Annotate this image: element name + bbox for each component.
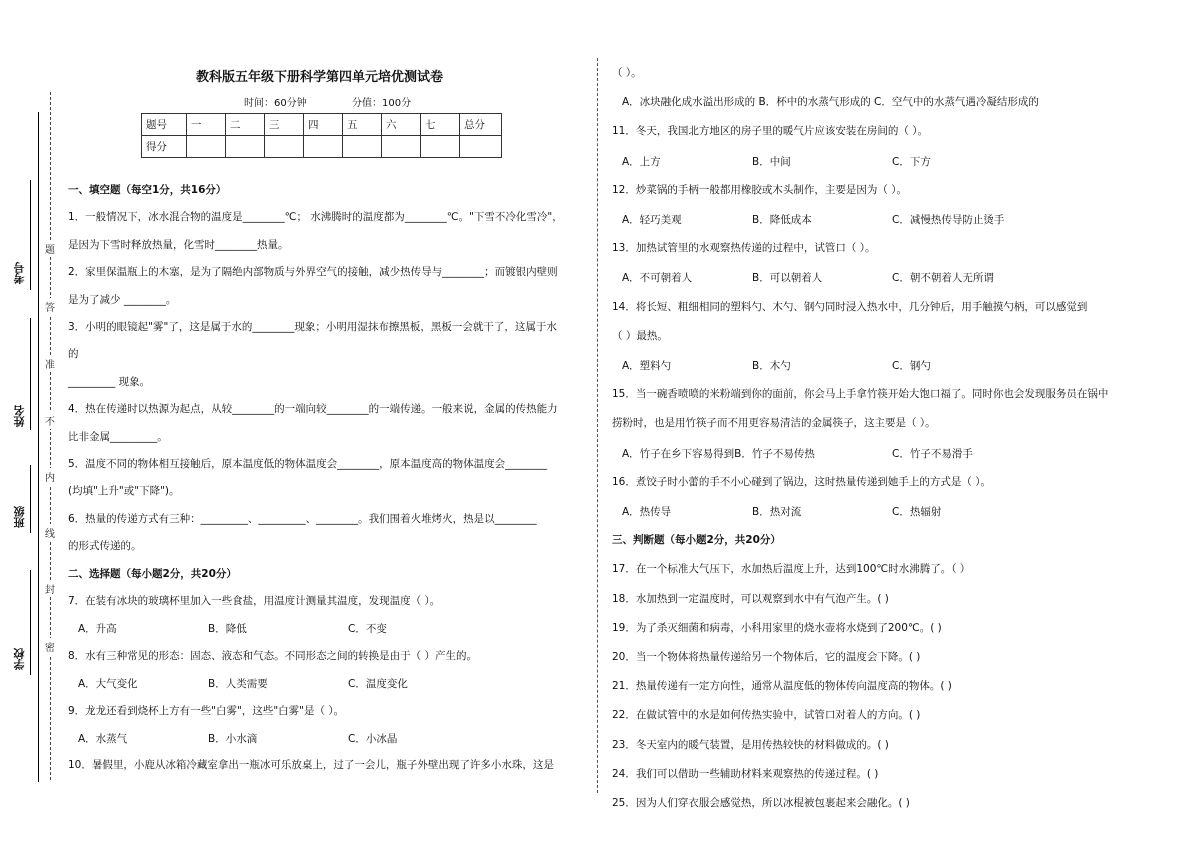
question-line: 20．当一个物体将热量传递给另一个物体后，它的温度会下降。( )	[612, 651, 921, 663]
question-line: （ ）最热。	[612, 329, 668, 342]
question-line: 15．当一碗香喷喷的米粉端到你的面前，你会马上手拿竹筷开始大饱口福了。同时你也会发现服务员在锅中	[612, 388, 1109, 401]
score-header-cell: 四	[304, 114, 343, 136]
question-line: 是因为下雪时释放热量，化雪时________热量。	[68, 238, 289, 251]
score-header-cell: 题号	[142, 114, 187, 136]
answer-option[interactable]: A．热传导	[622, 506, 672, 518]
answer-option[interactable]: C．不变	[348, 623, 387, 636]
question-line: 3．小明的眼镜起"雾"了，这是属于水的________现象；小明用湿抹布擦黑板，黑板一会就干了，这属于水	[68, 321, 557, 333]
score-cell[interactable]	[460, 136, 502, 158]
answer-option[interactable]: B．中间	[752, 155, 791, 168]
question-line: 21．热量传递有一定方向性，通常从温度低的物体传向温度高的物体。( )	[612, 680, 952, 693]
field-line-banji[interactable]	[30, 465, 31, 533]
question-line: 23．冬天室内的暖气装置，是用传热较快的材料做成的。( )	[612, 738, 889, 751]
question-line: 19．为了杀灭细菌和病毒，小科用家里的烧水壶将水烧到了200℃。( )	[612, 621, 942, 634]
score-cell[interactable]	[343, 136, 382, 158]
field-label-xuexiao: 学校	[13, 648, 26, 670]
question-line: （ ）。	[612, 67, 642, 79]
answer-option[interactable]: A．水蒸气	[78, 733, 128, 745]
question-line: 的形式传递的。	[68, 540, 142, 553]
seal-char: 题	[45, 240, 55, 257]
question-line: 9．龙龙还看到烧杯上方有一些"白雾"，这些"白雾"是（ ）。	[68, 704, 345, 717]
answer-option[interactable]: C．竹子不易滑手	[892, 447, 973, 460]
seal-line-outer	[38, 112, 39, 782]
score-table-score-row	[142, 136, 502, 158]
field-label-kaohao: 考号	[13, 262, 26, 284]
question-line: 5．温度不同的物体相互接触后，原本温度低的物体温度会________，原本温度高的物体温度会________	[68, 458, 548, 470]
question-line: 1．一般情况下，冰水混合物的温度是________℃； 水沸腾时的温度都为________℃。"下雪不冷化雪冷"，	[68, 211, 563, 224]
question-line: 11．冬天，我国北方地区的房子里的暖气片应该安装在房间的（ ）。	[612, 125, 928, 138]
answer-option[interactable]: B．可以朝着人	[752, 272, 823, 285]
question-line: (均填"上升"或"下降")。	[68, 485, 180, 498]
score-row-label: 得分	[142, 136, 187, 158]
seal-char: 线	[45, 524, 55, 541]
answer-option[interactable]: B．木勺	[752, 360, 791, 372]
answer-option[interactable]: C．减慢热传导防止烫手	[892, 214, 1005, 226]
answer-option[interactable]: B．降低成本	[752, 214, 812, 226]
seal-char: 答	[45, 298, 55, 315]
seal-char: 内	[45, 468, 55, 485]
answer-option[interactable]: C．热辐射	[892, 506, 942, 518]
score-cell[interactable]	[265, 136, 304, 158]
question-line: 8．水有三种常见的形态：固态、液态和气态。不同形态之间的转换是由于（ ）产生的。	[68, 649, 478, 662]
field-label-xingming: 姓名	[13, 405, 26, 427]
question-line: 的	[68, 348, 79, 361]
seal-char: 封	[45, 580, 55, 597]
score-cell[interactable]	[382, 136, 421, 158]
question-line: 12．炒菜锅的手柄一般都用橡胶或木头制作，主要是因为（ ）。	[612, 183, 907, 196]
score-cell[interactable]	[226, 136, 265, 158]
question-line: 25．因为人们穿衣服会感觉热，所以冰棍被包裹起来会融化。( )	[612, 797, 910, 809]
answer-option[interactable]: C．钢勺	[892, 360, 931, 372]
answer-option[interactable]: A．轻巧美观	[622, 214, 682, 226]
field-label-banji: 班级	[13, 506, 26, 528]
score-cell[interactable]	[187, 136, 226, 158]
score-header-cell: 一	[187, 114, 226, 136]
question-line: 7．在装有冰块的玻璃杯里加入一些食盐，用温度计测量其温度，发现温度（ ）。	[68, 595, 441, 607]
field-line-xuexiao[interactable]	[30, 570, 31, 675]
exam-time: 时间：60分钟	[244, 98, 307, 109]
score-header-cell: 五	[343, 114, 382, 136]
question-line: 22．在做试管中的水是如何传热实验中，试管口对着人的方向。( )	[612, 709, 921, 722]
section-heading: 一、填空题（每空1分，共16分）	[68, 184, 227, 196]
question-line: 10．暑假里，小鹿从冰箱冷藏室拿出一瓶冰可乐放桌上，过了一会儿，瓶子外壁出现了许多小水珠，这是	[68, 759, 554, 772]
answer-option[interactable]: A．上方	[622, 155, 661, 168]
answer-option[interactable]: B．降低	[208, 623, 247, 636]
answer-option[interactable]: B．人类需要	[208, 678, 268, 691]
answer-option[interactable]: A．塑料勺	[622, 360, 672, 372]
question-line: _________ 现象。	[68, 375, 151, 388]
answer-options-line[interactable]: A．冰块融化成水溢出形成的 B．杯中的水蒸气形成的 C．空气中的水蒸气遇冷凝结形成的	[622, 96, 1039, 109]
answer-option[interactable]: C．小冰晶	[348, 733, 398, 745]
score-header-cell: 七	[421, 114, 460, 136]
question-line: 6．热量的传递方式有三种：_________、_________、________。我们围着火堆烤火，热是以________	[68, 512, 537, 525]
question-line: 捞粉时，也是用竹筷子而不用更容易清洁的金属筷子，这主要是（ ）。	[612, 417, 936, 430]
question-line: 是为了减少 ________。	[68, 293, 177, 306]
score-table	[141, 113, 502, 158]
exam-total-score: 分值：100分	[352, 98, 412, 109]
question-line: 2．家里保温瓶上的木塞，是为了隔绝内部物质与外界空气的接触，减少热传导与________；而镀银内壁则	[68, 266, 558, 279]
score-cell[interactable]	[421, 136, 460, 158]
answer-option[interactable]: B．小水滴	[208, 733, 258, 745]
answer-option[interactable]: C．下方	[892, 155, 931, 168]
answer-option[interactable]: B．热对流	[752, 506, 802, 518]
question-line: 16．煮饺子时小蕾的手不小心碰到了锅边，这时热量传递到她手上的方式是（ ）。	[612, 475, 991, 488]
score-header-cell: 总分	[460, 114, 502, 136]
score-header-cell: 六	[382, 114, 421, 136]
section-heading: 二、选择题（每小题2分，共20分）	[68, 567, 237, 580]
question-line: 4．热在传递时以热源为起点，从较________的一端向较________的一端传递。一般来说，金属的传热能力	[68, 403, 558, 416]
answer-option[interactable]: C．朝不朝着人无所谓	[892, 272, 994, 285]
field-line-xingming[interactable]	[30, 318, 31, 430]
question-line: 17．在一个标准大气压下，水加热后温度上升，达到100℃时水沸腾了。（ ）	[612, 563, 971, 576]
question-line: 24．我们可以借助一些辅助材料来观察热的传递过程。( )	[612, 767, 879, 780]
score-table-header-row	[142, 114, 502, 136]
question-line: 18．水加热到一定温度时，可以观察到水中有气泡产生。( )	[612, 592, 889, 605]
question-line: 13．加热试管里的水观察热传递的过程中，试管口（ ）。	[612, 242, 876, 255]
field-line-kaohao[interactable]	[30, 180, 31, 290]
question-line: 比非金属_________。	[68, 430, 168, 443]
answer-option[interactable]: C．温度变化	[348, 678, 408, 691]
score-cell[interactable]	[304, 136, 343, 158]
seal-char: 不	[45, 412, 55, 429]
answer-option[interactable]: A．大气变化	[78, 678, 138, 691]
answer-option[interactable]: A．升高	[78, 623, 117, 636]
score-header-cell: 二	[226, 114, 265, 136]
seal-char: 准	[45, 355, 55, 372]
answer-option[interactable]: A．不可朝着人	[622, 272, 693, 285]
seal-line-inner	[50, 92, 52, 780]
exam-title: 教科版五年级下册科学第四单元培优测试卷	[196, 70, 444, 85]
column-divider	[597, 58, 598, 793]
seal-char: 密	[45, 638, 55, 655]
section-heading: 三、判断题（每小题2分，共20分）	[612, 534, 781, 547]
answer-option[interactable]: A．竹子在乡下容易得到B．竹子不易传热	[622, 447, 815, 460]
question-line: 14．将长短、粗细相同的塑料勺、木勺、钢勺同时浸入热水中，几分钟后，用手触摸勺柄，可以感觉到	[612, 300, 1088, 313]
score-header-cell: 三	[265, 114, 304, 136]
